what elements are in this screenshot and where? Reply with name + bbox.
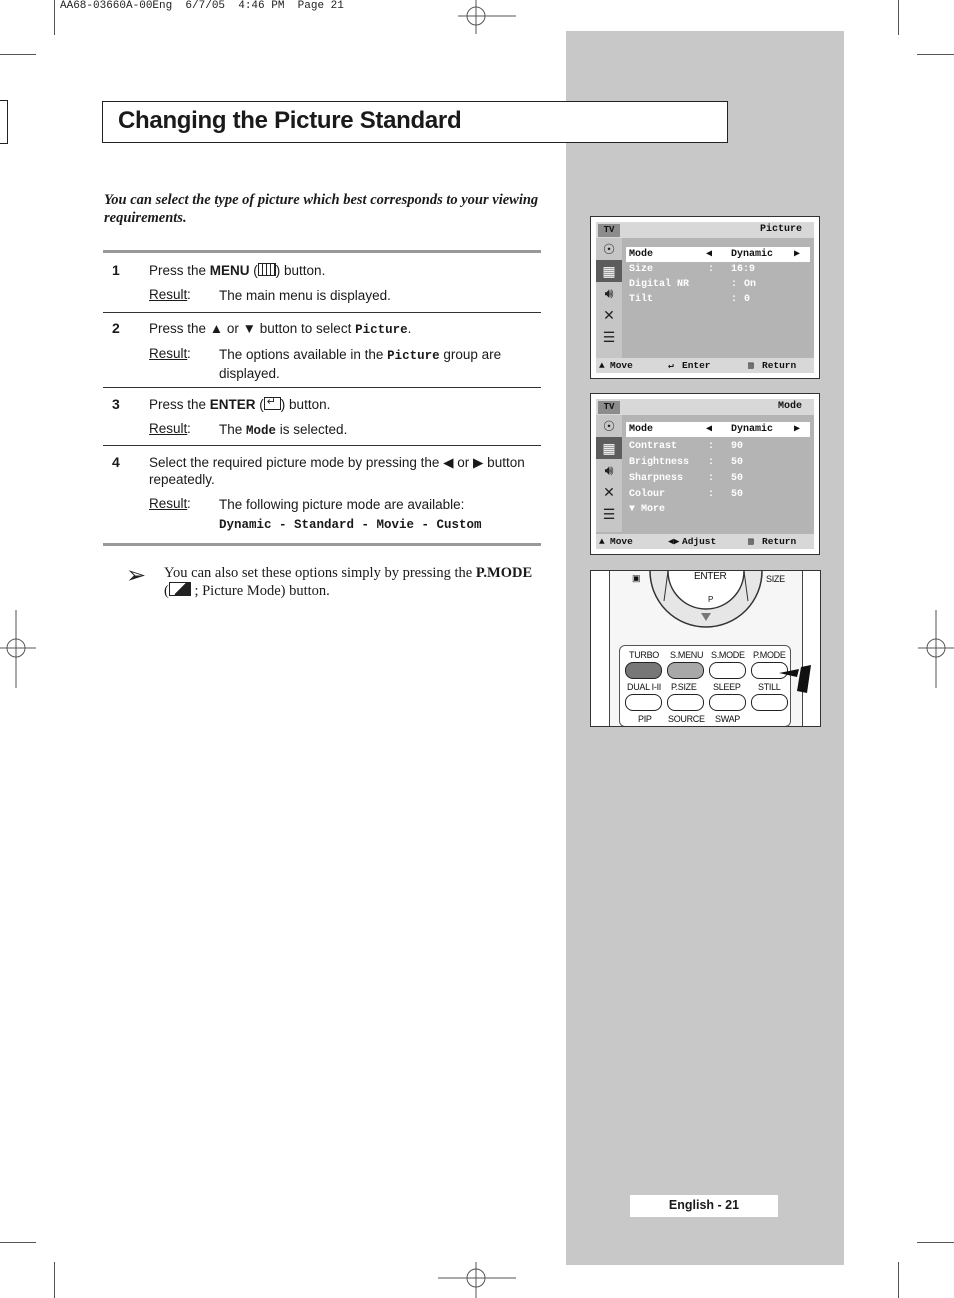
osd-icon-bar: [596, 238, 622, 358]
source-label: SOURCE: [668, 714, 705, 724]
dual-button: [625, 694, 662, 711]
osd-row-mode: Mode ◀ Dynamic ▶: [626, 422, 810, 437]
osd-row: Colour : 50: [629, 489, 744, 500]
left-arrow-icon: ◀: [706, 424, 713, 435]
updown-icon: ▲︎: [599, 536, 605, 547]
section-tab: [0, 100, 8, 144]
osd-icon-bar: [596, 415, 622, 532]
step-number: 1: [112, 262, 120, 278]
crop-mark: [54, 1262, 55, 1298]
crop-mark: [898, 1262, 899, 1298]
menu-icon: ▥: [748, 360, 754, 371]
still-label: STILL: [758, 682, 781, 692]
smode-button: [709, 662, 746, 679]
sound-icon: 🔊︎: [604, 284, 614, 301]
sleep-label: SLEEP: [713, 682, 741, 692]
osd-title: Mode: [777, 401, 802, 412]
turbo-label: TURBO: [629, 650, 660, 660]
step-instruction: Press the ENTER (↵ ) button.: [149, 396, 539, 413]
divider: [103, 250, 541, 253]
osd-tv-label: TV: [598, 224, 620, 237]
result-text: The following picture mode are available:: [219, 497, 465, 512]
osd-tv-label: TV: [598, 401, 620, 414]
crop-mark: [0, 54, 36, 55]
page-number: English - 21: [668, 1198, 740, 1212]
result-label: Result: [149, 421, 188, 436]
pip-label: PIP: [638, 714, 652, 724]
pmode-label: P.MODE: [753, 650, 786, 660]
registration-mark-left: [0, 610, 36, 688]
channel-icon: ✕: [603, 483, 615, 500]
psize-button: [667, 694, 704, 711]
input-icon: ☉: [602, 417, 616, 434]
crop-mark: [898, 0, 899, 35]
channel-icon: ✕: [603, 306, 615, 323]
size-key-label: SIZE: [766, 574, 785, 584]
input-icon: ☉: [602, 240, 616, 257]
print-header: AA68-03660A-00Eng 6/7/05 4:46 PM Page 21: [60, 0, 344, 12]
osd-picture-screen: [590, 216, 820, 379]
result-text: The main menu is displayed.: [219, 288, 391, 303]
leftright-icon: ◀▶: [668, 536, 680, 547]
result-label: Result: [149, 496, 188, 511]
osd-row: Size : 16:9: [629, 264, 756, 275]
step-number: 2: [112, 320, 120, 336]
result-text: The options available in the Picture group are displayed.: [219, 347, 502, 381]
crop-mark: [0, 1242, 36, 1243]
osd-footer: ▲︎ Move ◀▶ Adjust ▥ Return: [596, 534, 814, 549]
left-arrow-icon: ◀: [706, 249, 713, 260]
setup-icon: ☰: [602, 328, 616, 345]
osd-title: Picture: [759, 224, 802, 235]
picture-modes-list: Dynamic - Standard - Movie - Custom: [219, 518, 482, 532]
sleep-button: [709, 694, 746, 711]
pmode-icon: [169, 582, 191, 596]
crop-mark: [54, 0, 55, 35]
enter-key-label: ENTER: [694, 571, 727, 582]
dual-label: DUAL I-II: [627, 682, 661, 692]
step-instruction: Press the ▲ or ▼ button to select Picture.: [149, 321, 412, 337]
picture-icon: ▦: [596, 437, 622, 459]
sound-icon: 🔊︎: [604, 461, 614, 478]
turbo-button: [625, 662, 662, 679]
divider: [103, 312, 541, 313]
setup-icon: ☰: [602, 505, 616, 522]
enter-icon: [264, 397, 281, 410]
result-colon: :: [187, 346, 191, 361]
step-number: 4: [112, 454, 120, 470]
page-title: Changing the Picture Standard: [118, 107, 462, 134]
tv-icon: ▣: [632, 573, 641, 583]
registration-mark-right: [918, 610, 954, 688]
step-instruction: Select the required picture mode by pressing the ◀ or ▶ button repeatedly.: [149, 455, 525, 487]
divider: [103, 445, 541, 446]
swap-label: SWAP: [715, 714, 740, 724]
menu-icon: ▥: [748, 536, 754, 547]
psize-label: P.SIZE: [671, 682, 697, 692]
osd-row-more: ▼ More: [629, 504, 666, 515]
result-text: The Mode is selected.: [219, 422, 348, 438]
osd-row: Contrast : 90: [629, 441, 744, 452]
osd-row-mode: Mode ◀ Dynamic ▶: [626, 247, 810, 262]
registration-mark-bottom: [438, 1262, 516, 1298]
smenu-button: [667, 662, 704, 679]
crop-mark: [917, 54, 954, 55]
p-label: P: [708, 595, 714, 604]
result-label: Result: [149, 346, 188, 361]
osd-footer: ▲︎ Move ↵ Enter ▥ Return: [596, 358, 814, 373]
result-label: Result: [149, 287, 188, 302]
step-number: 3: [112, 396, 120, 412]
smenu-label: S.MENU: [670, 650, 704, 660]
updown-icon: ▲︎: [599, 360, 605, 371]
osd-mode-screen: [590, 393, 820, 555]
intro-text: You can select the type of picture which best corresponds to your viewing requirements.: [104, 192, 539, 226]
note-arrow-icon: ➢: [126, 562, 147, 589]
step-instruction: Press the MENU ( ) button.: [149, 263, 326, 278]
pointer-arrow-icon: [777, 663, 817, 699]
remote-illustration: [590, 570, 821, 727]
note-text: You can also set these options simply by pressing the P.MODE ( ; Picture Mode) button.: [164, 565, 533, 599]
osd-row: Brightness : 50: [629, 457, 744, 468]
crop-mark: [917, 1242, 954, 1243]
osd-row: Tilt : 0: [629, 294, 751, 305]
divider: [103, 543, 541, 546]
result-colon: :: [187, 421, 191, 436]
divider: [103, 387, 541, 388]
menu-icon: [258, 263, 276, 276]
result-colon: :: [187, 496, 191, 511]
enter-icon: ↵: [668, 360, 674, 371]
picture-icon: ▦: [596, 260, 622, 282]
registration-mark-top: [458, 0, 516, 34]
smode-label: S.MODE: [711, 650, 745, 660]
result-colon: :: [187, 287, 191, 302]
osd-row: Digital NR : On: [629, 279, 757, 290]
osd-row: Sharpness : 50: [629, 473, 744, 484]
right-arrow-icon: ▶: [794, 424, 801, 435]
right-arrow-icon: ▶: [794, 249, 801, 260]
